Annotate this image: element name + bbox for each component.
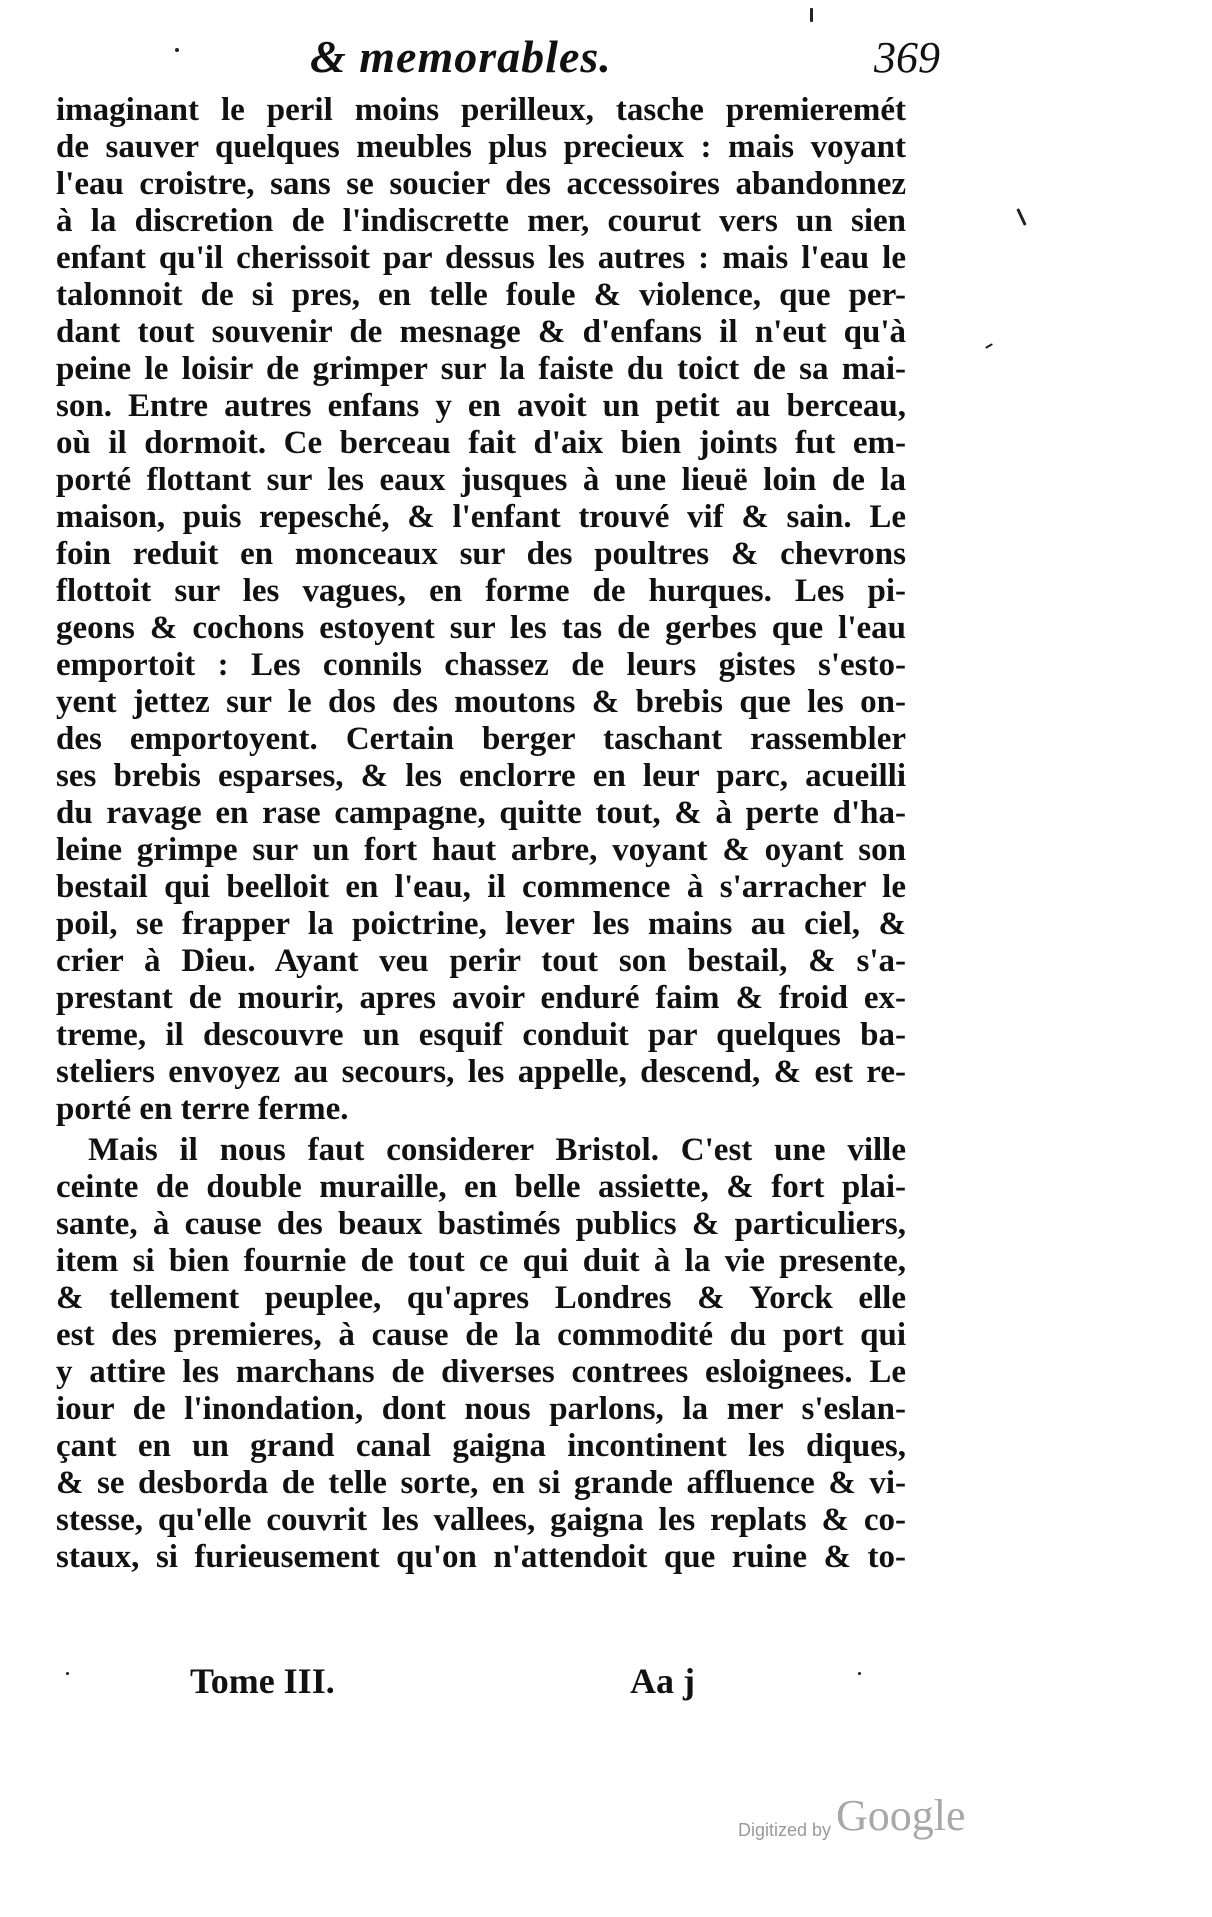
scan-speck <box>858 1672 861 1675</box>
text-line: où il dormoit. Ce berceau fait d'aix bien joints fut em- <box>56 425 906 461</box>
text-line: peine le loisir de grimper sur la faiste du toict de sa mai- <box>56 351 906 387</box>
text-line: à la discretion de l'indiscrette mer, courut vers un sien <box>56 203 906 239</box>
scan-speck <box>66 1672 69 1675</box>
volume-label: Tome III. <box>190 1661 335 1701</box>
text-line: steliers envoyez au secours, les appelle, descend, & est re- <box>56 1054 906 1090</box>
scan-speck <box>985 343 993 349</box>
text-line: bestail qui beelloit en l'eau, il commence à s'arracher le <box>56 869 906 905</box>
watermark-prefix: Digitized by <box>738 1820 832 1840</box>
text-line: Mais il nous faut considerer Bristol. C'est une ville <box>88 1132 906 1168</box>
text-line: emportoit : Les connils chassez de leurs gistes s'esto- <box>56 647 906 683</box>
digitization-watermark <box>738 1790 1038 1850</box>
text-line: flottoit sur les vagues, en forme de hurques. Les pi- <box>56 573 906 609</box>
text-line: talonnoit de si pres, en telle foule & violence, que per- <box>56 277 906 313</box>
text-line: prestant de mourir, apres avoir enduré faim & froid ex- <box>56 980 906 1016</box>
text-line: porté en terre ferme. <box>56 1091 349 1127</box>
text-line: & tellement peuplee, qu'apres Londres & Yorck elle <box>56 1280 906 1316</box>
text-line: iour de l'inondation, dont nous parlons, la mer s'eslan- <box>56 1391 906 1427</box>
text-line: son. Entre autres enfans y en avoit un petit au berceau, <box>56 388 906 424</box>
text-line: des emportoyent. Certain berger taschant rassembler <box>56 721 906 757</box>
text-line: maison, puis repesché, & l'enfant trouvé vif & sain. Le <box>56 499 906 535</box>
text-line: porté flottant sur les eaux jusques à une lieuë loin de la <box>56 462 906 498</box>
body-text <box>56 92 906 1576</box>
scan-speck <box>810 8 813 22</box>
text-line: geons & cochons estoyent sur les tas de gerbes que l'eau <box>56 610 906 646</box>
page-header <box>310 30 940 90</box>
running-title: & memorables. <box>310 31 612 82</box>
text-line: dant tout souvenir de mesnage & d'enfans il n'eut qu'à <box>56 314 906 350</box>
text-line: y attire les marchans de diverses contrees esloignees. Le <box>56 1354 906 1390</box>
text-line: leine grimpe sur un fort haut arbre, voyant & oyant son <box>56 832 906 868</box>
page-number: 369 <box>874 33 940 82</box>
text-line: ceinte de double muraille, en belle assiette, & fort plai- <box>56 1169 906 1205</box>
text-line: poil, se frapper la poictrine, lever les mains au ciel, & <box>56 906 906 942</box>
text-line: treme, il descouvre un esquif conduit par quelques ba- <box>56 1017 906 1053</box>
scan-speck <box>175 48 179 52</box>
text-line: stesse, qu'elle couvrit les vallees, gaigna les replats & co- <box>56 1502 906 1538</box>
text-line: crier à Dieu. Ayant veu perir tout son bestail, & s'a- <box>56 943 906 979</box>
text-line: ses brebis esparses, & les enclorre en leur parc, acueilli <box>56 758 906 794</box>
text-line: & se desborda de telle sorte, en si grande affluence & vi- <box>56 1465 906 1501</box>
text-line: foin reduit en monceaux sur des poultres & chevrons <box>56 536 906 572</box>
text-line: staux, si furieusement qu'on n'attendoit que ruine & to- <box>56 1539 906 1575</box>
text-line: item si bien fournie de tout ce qui duit à la vie presente, <box>56 1243 906 1279</box>
watermark-brand: Google <box>836 1791 966 1840</box>
text-line: de sauver quelques meubles plus precieux : mais voyant <box>56 129 906 165</box>
text-line: enfant qu'il cherissoit par dessus les autres : mais l'eau le <box>56 240 906 276</box>
text-line: sante, à cause des beaux bastimés publics & particuliers, <box>56 1206 906 1242</box>
signature-mark: Aa j <box>630 1661 695 1701</box>
text-line: çant en un grand canal gaigna incontinent les diques, <box>56 1428 906 1464</box>
text-line: imaginant le peril moins perilleux, tasche premieremét <box>56 92 906 128</box>
page-footer <box>190 1660 750 1706</box>
text-line: est des premieres, à cause de la commodité du port qui <box>56 1317 906 1353</box>
scan-speck <box>1016 208 1026 226</box>
text-line: yent jettez sur le dos des moutons & brebis que les on- <box>56 684 906 720</box>
text-line: du ravage en rase campagne, quitte tout, & à perte d'ha- <box>56 795 906 831</box>
text-line: l'eau croistre, sans se soucier des accessoires abandonnez <box>56 166 906 202</box>
